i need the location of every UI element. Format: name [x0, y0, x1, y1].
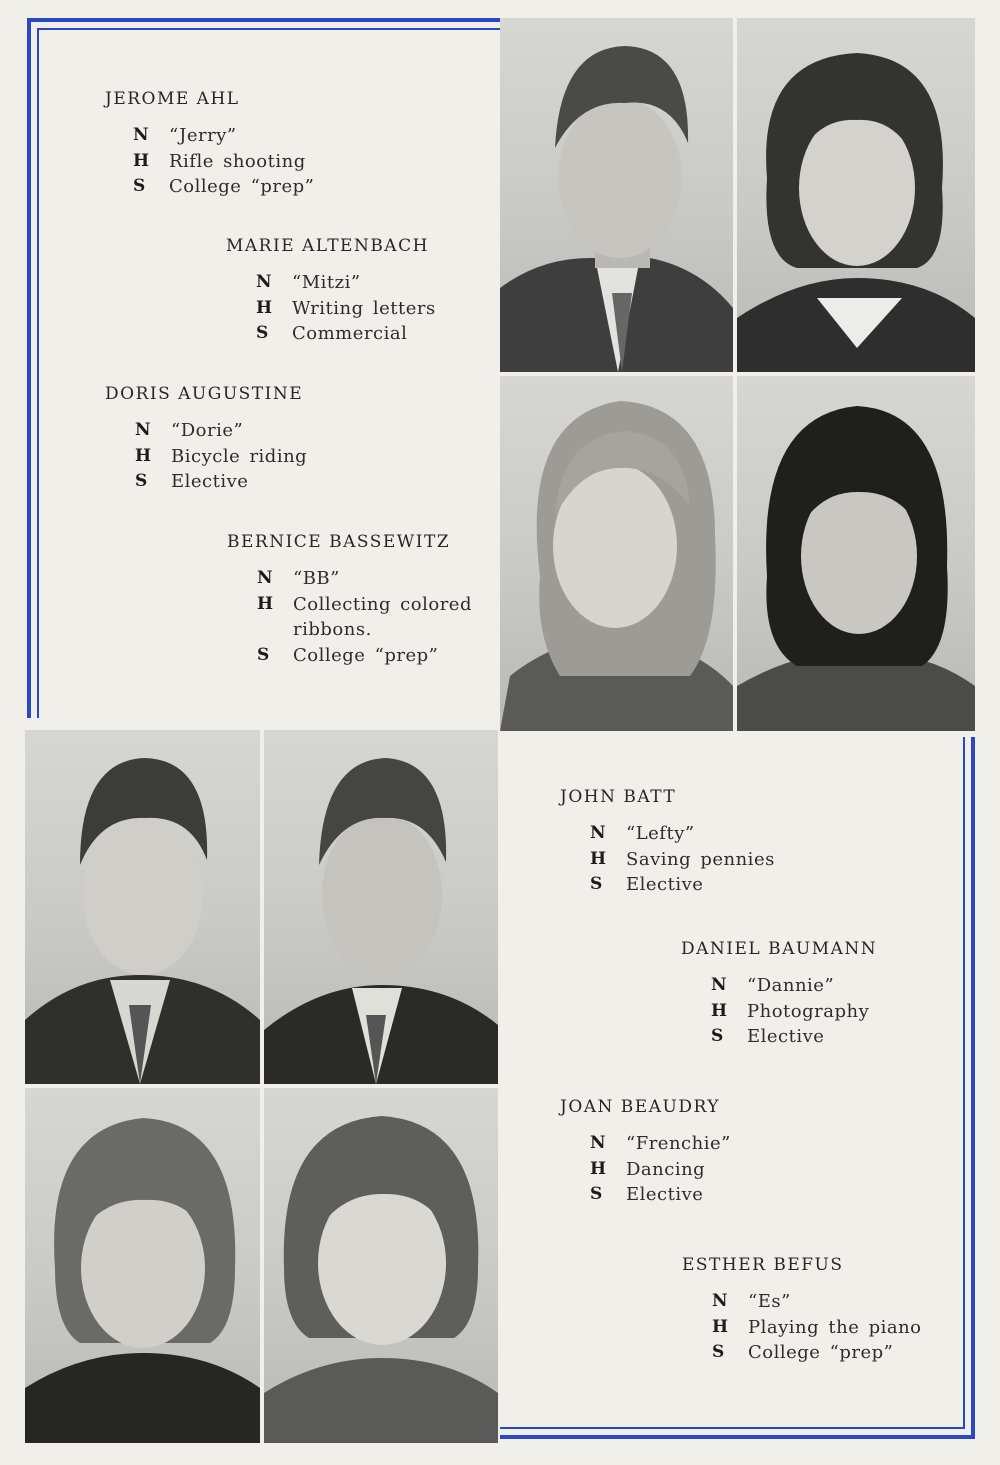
study-key: S: [256, 323, 269, 343]
portrait-photo-john-batt: [25, 730, 260, 1084]
student-name: DORIS AUGUSTINE: [105, 384, 304, 404]
entry-daniel-baumann: [681, 939, 877, 1050]
nickname-key: N: [257, 568, 274, 588]
nickname-key: N: [712, 1291, 729, 1311]
nickname-value: “Jerry”: [169, 125, 237, 146]
portrait-photo-jerome-ahl: [500, 18, 733, 372]
hobby-key: H: [135, 445, 152, 466]
entry-jerome-ahl: [105, 89, 314, 200]
student-name: MARIE ALTENBACH: [226, 236, 429, 256]
study-key: S: [257, 644, 270, 665]
student-name: BERNICE BASSEWITZ: [227, 532, 451, 552]
nickname-value: “Frenchie”: [626, 1133, 731, 1154]
study-key: S: [590, 874, 603, 894]
student-name: JOHN BATT: [560, 787, 677, 807]
portrait-photo-joan-beaudry: [25, 1088, 260, 1443]
study-value: Elective: [626, 1184, 704, 1205]
portrait-photo-bernice-bassewitz: [737, 376, 975, 731]
hobby-key: H: [711, 1000, 728, 1021]
hobby-key: H: [256, 297, 273, 318]
nickname-key: N: [256, 272, 273, 292]
hobby-value: Rifle shooting: [169, 150, 306, 172]
nickname-value: “Mitzi”: [292, 272, 361, 293]
hobby-value: Bicycle riding: [171, 445, 308, 467]
nickname-key: N: [711, 975, 728, 995]
portrait-photo-marie-altenbach: [737, 18, 975, 372]
study-key: S: [133, 176, 146, 196]
student-name: JEROME AHL: [105, 89, 240, 109]
portrait-photo-doris-augustine: [500, 376, 733, 731]
study-key: S: [711, 1026, 724, 1046]
nickname-key: N: [135, 420, 152, 440]
study-value: Elective: [747, 1026, 825, 1047]
entry-doris-augustine: [105, 384, 307, 495]
student-name: DANIEL BAUMANN: [681, 939, 878, 959]
study-value: College “prep”: [748, 1342, 894, 1363]
hobby-key: H: [590, 848, 607, 869]
entry-bernice-bassewitz: [227, 532, 473, 668]
hobby-value: Collecting colored ribbons.: [293, 593, 472, 640]
nickname-value: “Dorie”: [171, 420, 244, 441]
student-name: ESTHER BEFUS: [682, 1255, 844, 1275]
study-value: College “prep”: [293, 644, 439, 666]
nickname-key: N: [590, 1133, 607, 1153]
hobby-value: Playing the piano: [748, 1316, 922, 1338]
hobby-key: H: [712, 1316, 729, 1337]
hobby-key: H: [133, 150, 150, 171]
nickname-key: N: [590, 823, 607, 843]
portrait-photo-daniel-baumann: [264, 730, 498, 1084]
nickname-value: “Lefty”: [626, 823, 695, 844]
study-value: College “prep”: [169, 176, 315, 197]
study-key: S: [712, 1342, 725, 1362]
nickname-value: “Dannie”: [747, 975, 835, 996]
portrait-photo-esther-befus: [264, 1088, 498, 1443]
study-key: S: [135, 471, 148, 491]
entry-joan-beaudry: [560, 1097, 731, 1208]
hobby-key: H: [257, 593, 274, 614]
study-value: Elective: [171, 471, 249, 492]
nickname-value: “BB”: [293, 568, 340, 589]
hobby-value: Dancing: [626, 1158, 706, 1180]
nickname-value: “Es”: [748, 1291, 791, 1312]
hobby-value: Saving pennies: [626, 848, 775, 870]
study-value: Commercial: [292, 323, 408, 344]
study-key: S: [590, 1184, 603, 1204]
entry-marie-altenbach: [226, 236, 436, 347]
student-name: JOAN BEAUDRY: [560, 1097, 720, 1117]
entry-esther-befus: [682, 1255, 922, 1366]
hobby-key: H: [590, 1158, 607, 1179]
study-value: Elective: [626, 874, 704, 895]
entry-john-batt: [560, 787, 775, 898]
hobby-value: Photography: [747, 1000, 870, 1022]
hobby-value: Writing letters: [292, 297, 436, 319]
nickname-key: N: [133, 125, 150, 145]
